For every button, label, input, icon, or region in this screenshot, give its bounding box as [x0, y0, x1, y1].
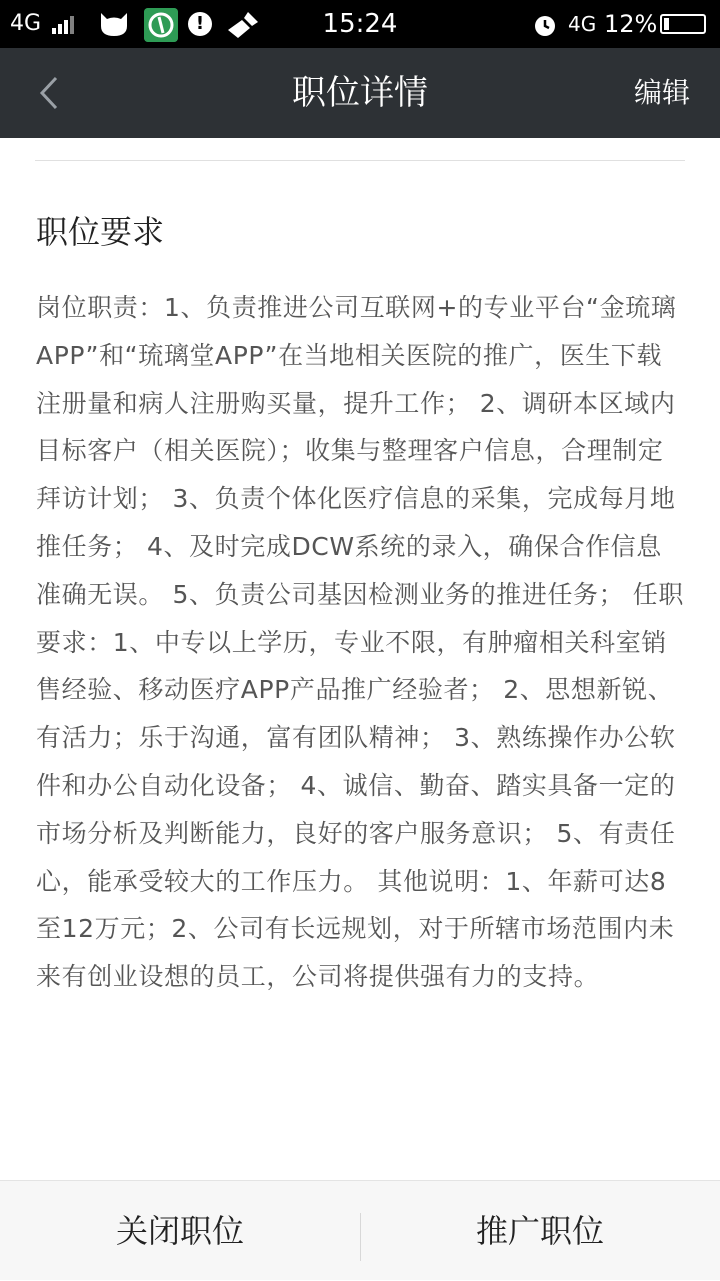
- divider: [35, 160, 685, 161]
- network-type: 4G: [10, 11, 42, 36]
- footer-action-bar: [0, 1180, 720, 1280]
- close-position-button[interactable]: 关闭职位: [115, 1212, 244, 1250]
- section-title: 职位要求: [36, 213, 165, 251]
- promote-position-button[interactable]: 推广职位: [475, 1212, 604, 1250]
- back-arrow-icon[interactable]: [28, 70, 74, 116]
- battery-icon: [660, 14, 706, 34]
- job-description: 岗位职责：1、负责推进公司互联网+的专业平台“金琉璃APP”和“琉璃堂APP”在当地相关医院的推广，医生下载注册量和病人注册购买量，提升工作； 2、调研本区域内目标客户（相关医院）；收集与整理客户信息，合理制定拜访计划； 3、负责个体化医疗信息的采集，完成每月地推任务； 4、及时完成DCW系统的录入，确保合作信息准确无误。 5、负责公司基因检测业务的推进任务； 任职要求：1、中专以上学历，专业不限，有肿瘤相关科室销售经验、移动医疗APP产品推广经验者； 2、思想新锐、有活力；乐于沟通，富有团队精神； 3、熟练操作办公软件和办公自动化设备； 4、诚信、勤奋、踏实具备一定的市场分析及判断能力，良好的客户服务意识； 5、有责任心，能承受较大的工作压力。 其他说明：1、年薪可达8至12万元；2、公司有长远规划，对于所辖市场范围内未来有创业设想的员工，公司将提供强有力的支持。: [36, 293, 685, 992]
- alarm-icon: [532, 12, 558, 38]
- nav-bar: [0, 48, 720, 138]
- page-title: 职位详情: [292, 73, 428, 113]
- battery-percent: 12%: [604, 10, 658, 38]
- status-bar: [0, 0, 720, 48]
- clock-time: 15:24: [322, 9, 398, 39]
- network-type-right: 4G: [568, 12, 597, 36]
- alert-icon: !: [188, 12, 212, 36]
- job-detail-content: [0, 138, 720, 1180]
- edit-button[interactable]: 编辑: [633, 76, 690, 109]
